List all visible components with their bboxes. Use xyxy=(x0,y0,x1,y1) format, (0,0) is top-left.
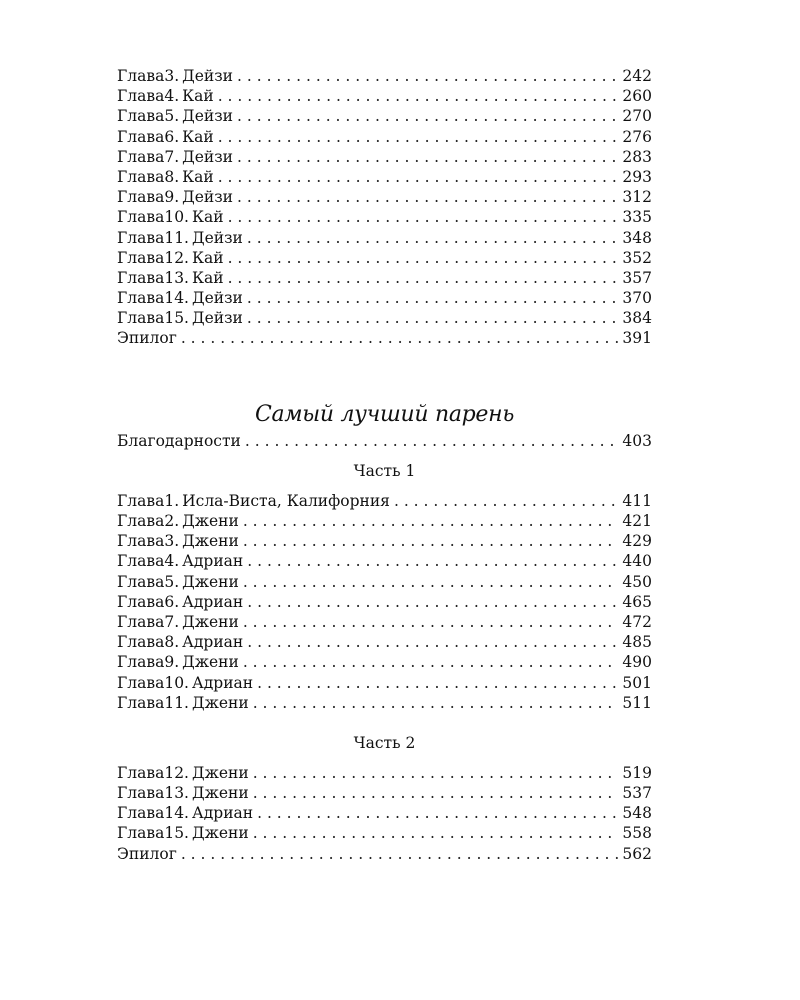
entry-title: Джени xyxy=(191,784,249,803)
entry-title: Адриан xyxy=(182,633,244,652)
dot-leader xyxy=(237,106,618,126)
entry-title: Джени xyxy=(191,693,249,712)
entry-title: Адриан xyxy=(191,673,254,692)
entry-number: 8. xyxy=(164,633,180,652)
page-number: 485 xyxy=(622,633,652,652)
page-number: 411 xyxy=(622,491,652,510)
entry-prefix: Глава xyxy=(117,268,165,287)
toc-entry xyxy=(117,66,652,86)
dot-leader xyxy=(237,66,618,86)
dot-leader xyxy=(243,572,619,592)
dot-leader xyxy=(253,783,619,803)
page-number: 548 xyxy=(622,804,652,823)
dot-leader xyxy=(247,592,618,612)
entry-prefix: Глава xyxy=(117,107,165,126)
entry-title: Эпилог xyxy=(117,844,177,863)
page-number: 403 xyxy=(622,431,652,450)
entry-number: 7. xyxy=(164,147,180,166)
entry-prefix: Глава xyxy=(117,127,165,146)
entry-number: 3. xyxy=(164,67,180,85)
entry-number: 14. xyxy=(164,289,189,308)
toc-entry xyxy=(117,106,652,126)
toc-entry xyxy=(117,763,652,783)
entry-title: Джени xyxy=(182,572,239,591)
dot-leader xyxy=(394,491,618,511)
entry-title: Дейзи xyxy=(191,228,243,247)
toc-list-part-2 xyxy=(117,763,652,864)
entry-title: Джени xyxy=(191,824,249,843)
entry-prefix: Глава xyxy=(117,309,165,328)
dot-leader xyxy=(181,328,619,348)
toc-list-part-a xyxy=(117,66,652,349)
entry-number: 15. xyxy=(164,309,189,328)
entry-prefix: Глава xyxy=(117,188,165,207)
entry-prefix: Глава xyxy=(117,167,165,186)
dot-leader xyxy=(218,127,619,147)
dot-leader xyxy=(243,511,619,531)
dot-leader xyxy=(253,763,619,783)
dot-leader xyxy=(243,531,619,551)
toc-entry xyxy=(117,783,652,803)
page-number: 270 xyxy=(622,107,652,126)
entry-prefix: Глава xyxy=(117,653,165,672)
dot-leader xyxy=(245,431,619,451)
entry-prefix: Глава xyxy=(117,693,165,712)
page-number: 348 xyxy=(622,228,652,247)
entry-number: 8. xyxy=(164,167,180,186)
toc-entry xyxy=(117,147,652,167)
toc-entry xyxy=(117,268,652,288)
page-number: 260 xyxy=(622,87,652,106)
entry-title: Джени xyxy=(182,612,239,631)
toc-entry xyxy=(117,632,652,652)
toc-entry xyxy=(117,551,652,571)
entry-prefix: Глава xyxy=(117,572,165,591)
entry-number: 14. xyxy=(164,804,189,823)
page-number: 450 xyxy=(622,572,652,591)
page-number: 472 xyxy=(622,612,652,631)
entry-title: Джени xyxy=(191,763,249,782)
entry-title: Исла-Виста, Калифорния xyxy=(182,491,390,510)
entry-number: 12. xyxy=(164,763,189,782)
toc-entry xyxy=(117,248,652,268)
dot-leader xyxy=(257,803,618,823)
entry-number: 9. xyxy=(164,188,180,207)
page-number: 465 xyxy=(622,592,652,611)
page-number: 283 xyxy=(622,147,652,166)
page-number: 391 xyxy=(622,329,652,348)
entry-number: 12. xyxy=(164,248,189,267)
entry-prefix: Глава xyxy=(117,784,165,803)
dot-leader xyxy=(181,844,619,864)
toc-entry xyxy=(117,187,652,207)
entry-number: 10. xyxy=(164,673,189,692)
spacer xyxy=(117,481,652,491)
spacer xyxy=(117,753,652,763)
dot-leader xyxy=(253,823,619,843)
page-number: 558 xyxy=(622,824,652,843)
spacer xyxy=(117,713,652,733)
toc-entry xyxy=(117,288,652,308)
toc-list-part-1 xyxy=(117,491,652,713)
toc-entry xyxy=(117,86,652,106)
entry-title: Дейзи xyxy=(182,147,234,166)
spacer xyxy=(117,451,652,461)
entry-prefix: Глава xyxy=(117,147,165,166)
dot-leader xyxy=(247,288,619,308)
dot-leader xyxy=(237,187,618,207)
entry-title: Джени xyxy=(182,532,239,551)
entry-title: Кай xyxy=(191,268,224,287)
entry-prefix: Глава xyxy=(117,592,165,611)
entry-number: 5. xyxy=(164,107,180,126)
entry-title: Кай xyxy=(191,248,224,267)
dot-leader xyxy=(228,248,619,268)
dot-leader xyxy=(253,693,619,713)
page-number: 293 xyxy=(622,167,652,186)
page-number: 421 xyxy=(622,512,652,530)
entry-prefix: Глава xyxy=(117,552,165,571)
page-number: 562 xyxy=(622,844,652,863)
toc-entry xyxy=(117,693,652,713)
page-number: 519 xyxy=(622,763,652,782)
entry-prefix: Глава xyxy=(117,87,165,106)
toc-entry-acknowledgements xyxy=(117,431,652,451)
entry-title: Адриан xyxy=(182,592,244,611)
entry-title: Благодарности xyxy=(117,431,241,450)
entry-prefix: Глава xyxy=(117,673,165,692)
entry-prefix: Глава xyxy=(117,824,165,843)
page-number: 242 xyxy=(622,67,652,85)
entry-title: Дейзи xyxy=(191,309,243,328)
page-number: 490 xyxy=(622,653,652,672)
entry-number: 4. xyxy=(164,87,180,106)
entry-prefix: Глава xyxy=(117,491,165,510)
part-title: Часть 2 xyxy=(353,733,416,752)
dot-leader xyxy=(243,612,619,632)
entry-prefix: Глава xyxy=(117,289,165,308)
page-number: 429 xyxy=(622,532,652,551)
entry-title: Адриан xyxy=(182,552,244,571)
toc-entry xyxy=(117,673,652,693)
dot-leader xyxy=(247,228,619,248)
entry-number: 11. xyxy=(164,228,189,247)
page-number: 370 xyxy=(622,289,652,308)
entry-number: 5. xyxy=(164,572,180,591)
toc-entry-epilogue xyxy=(117,844,652,864)
page-number: 440 xyxy=(622,552,652,571)
entry-prefix: Глава xyxy=(117,532,165,551)
entry-number: 6. xyxy=(164,127,180,146)
entry-title: Джени xyxy=(182,512,239,530)
entry-number: 6. xyxy=(164,592,180,611)
entry-number: 9. xyxy=(164,653,180,672)
page-number: 352 xyxy=(622,248,652,267)
toc-entry xyxy=(117,308,652,328)
entry-title: Кай xyxy=(191,208,224,227)
dot-leader xyxy=(247,551,618,571)
entry-number: 13. xyxy=(164,784,189,803)
toc-entry xyxy=(117,167,652,187)
entry-number: 1. xyxy=(164,491,180,510)
dot-leader xyxy=(228,268,619,288)
toc-entry xyxy=(117,823,652,843)
page-number: 335 xyxy=(622,208,652,227)
entry-title: Дейзи xyxy=(191,289,243,308)
entry-prefix: Глава xyxy=(117,804,165,823)
toc-entry xyxy=(117,612,652,632)
dot-leader xyxy=(247,632,618,652)
dot-leader xyxy=(247,308,619,328)
entry-title: Кай xyxy=(182,167,214,186)
entry-prefix: Глава xyxy=(117,248,165,267)
entry-prefix: Глава xyxy=(117,228,165,247)
page-number: 357 xyxy=(622,268,652,287)
entry-title: Эпилог xyxy=(117,329,177,348)
dot-leader xyxy=(257,673,618,693)
dot-leader xyxy=(243,652,619,672)
entry-prefix: Глава xyxy=(117,67,165,85)
entry-title: Адриан xyxy=(191,804,254,823)
toc-entry xyxy=(117,207,652,227)
entry-number: 7. xyxy=(164,612,180,631)
entry-number: 13. xyxy=(164,268,189,287)
toc-entry xyxy=(117,228,652,248)
page-number: 384 xyxy=(622,309,652,328)
entry-prefix: Глава xyxy=(117,633,165,652)
entry-number: 3. xyxy=(164,532,180,551)
dot-leader xyxy=(237,147,618,167)
page-number: 501 xyxy=(622,673,652,692)
dot-leader xyxy=(228,207,619,227)
entry-title: Дейзи xyxy=(182,107,234,126)
toc-entry xyxy=(117,592,652,612)
toc-entry-epilogue xyxy=(117,328,652,348)
table-of-contents xyxy=(117,66,652,864)
part-title: Часть 1 xyxy=(353,461,416,480)
entry-title: Дейзи xyxy=(182,67,234,85)
page-number: 276 xyxy=(622,127,652,146)
page-number: 511 xyxy=(622,693,652,712)
entry-prefix: Глава xyxy=(117,612,165,631)
entry-number: 11. xyxy=(164,693,189,712)
entry-title: Джени xyxy=(182,653,239,672)
toc-entry xyxy=(117,803,652,823)
toc-entry xyxy=(117,511,652,531)
entry-prefix: Глава xyxy=(117,208,165,227)
spacer xyxy=(117,349,652,399)
dot-leader xyxy=(218,86,619,106)
page-number: 312 xyxy=(622,188,652,207)
entry-prefix: Глава xyxy=(117,763,165,782)
entry-number: 4. xyxy=(164,552,180,571)
entry-number: 10. xyxy=(164,208,189,227)
page-number: 537 xyxy=(622,784,652,803)
dot-leader xyxy=(218,167,619,187)
toc-entry xyxy=(117,127,652,147)
entry-title: Кай xyxy=(182,127,214,146)
toc-entry xyxy=(117,531,652,551)
entry-title: Дейзи xyxy=(182,188,234,207)
entry-prefix: Глава xyxy=(117,512,165,530)
entry-title: Кай xyxy=(182,87,214,106)
toc-entry xyxy=(117,491,652,511)
toc-entry xyxy=(117,652,652,672)
entry-number: 15. xyxy=(164,824,189,843)
entry-number: 2. xyxy=(164,512,180,530)
toc-entry xyxy=(117,572,652,592)
section-title: Самый лучший парень xyxy=(254,401,515,427)
